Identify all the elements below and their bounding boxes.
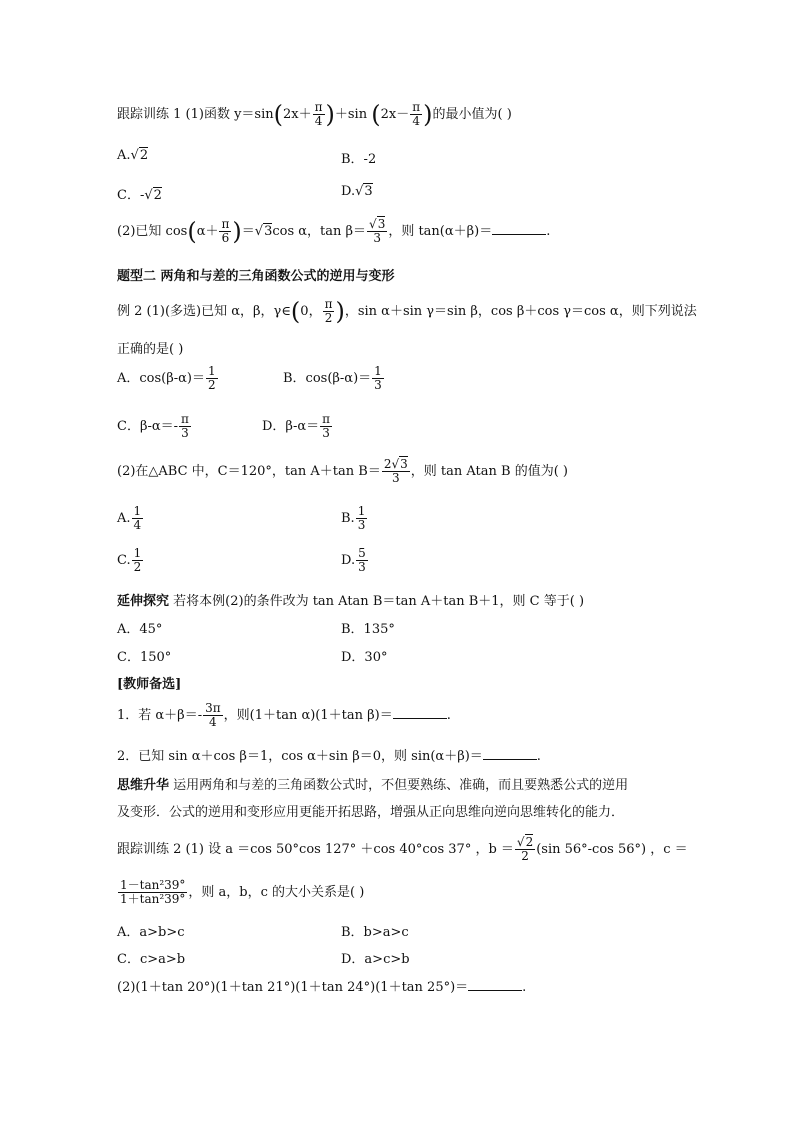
practice2-line2 — [117, 879, 364, 906]
text: D. — [341, 553, 356, 568]
num: 2√3 — [383, 457, 408, 471]
sqrt: 3 — [264, 224, 273, 239]
option-b — [341, 505, 368, 532]
den: 2 — [521, 849, 529, 863]
sqrt: 2 — [153, 188, 162, 203]
den: 4 — [209, 715, 217, 729]
text: 2．已知 sin α＋cos β＝1，cos α＋sin β＝0，则 sin(α＋β)＝ — [117, 749, 483, 764]
text: 2 — [383, 457, 392, 471]
fraction — [323, 298, 335, 325]
text: 的最小值为( ) — [432, 107, 512, 122]
text: A. — [117, 148, 131, 163]
fraction — [179, 413, 191, 440]
paren: ) — [232, 217, 242, 246]
text: C．- — [117, 188, 145, 203]
text: 0， — [300, 304, 322, 319]
fraction — [203, 702, 223, 729]
sqrt: 3 — [377, 217, 386, 231]
option-c: C．-√2 — [117, 188, 162, 203]
option-a: A.√2 — [117, 148, 149, 163]
teacher-q1 — [117, 702, 451, 729]
example2-line2: 正确的是( ) — [117, 342, 184, 357]
answer-blank[interactable] — [483, 747, 537, 760]
num: 1 — [357, 504, 366, 518]
text: ，则(1＋tan α)(1＋tan β)＝ — [223, 708, 393, 723]
text: ，则 tan Atan B 的值为( ) — [410, 464, 568, 479]
fraction — [320, 413, 332, 440]
text: 2x＋ — [283, 107, 312, 122]
text: ，则 tan(α＋β)＝ — [388, 224, 493, 239]
option-b: B．-2 — [341, 152, 377, 167]
num: √3 — [369, 217, 386, 231]
den: 6 — [221, 231, 230, 245]
fraction — [132, 505, 144, 532]
option-d: D.√3 — [341, 184, 373, 199]
sqrt: 3 — [364, 184, 373, 199]
text: cos α，tan β＝ — [272, 224, 367, 239]
section-heading: 题型二 两角和与差的三角函数公式的逆用与变形 — [117, 269, 395, 284]
answer-blank[interactable] — [393, 706, 447, 719]
paren: ) — [423, 100, 433, 129]
fraction — [372, 365, 384, 392]
fraction — [356, 547, 368, 574]
teacher-heading: [教师备选] — [117, 677, 182, 692]
paren: ) — [325, 100, 335, 129]
fraction — [367, 218, 387, 245]
text: A. — [117, 511, 131, 526]
option-b: B．b>a>c — [341, 925, 409, 940]
num: π — [181, 412, 189, 426]
sqrt: 2 — [525, 835, 534, 849]
summary-title: 思维升华 — [117, 778, 170, 793]
fraction — [118, 879, 187, 906]
den: 3 — [373, 231, 381, 245]
num: π — [322, 412, 331, 426]
option-b — [283, 365, 385, 392]
num: √2 — [516, 835, 534, 849]
answer-blank[interactable] — [492, 222, 546, 235]
option-a: A．45° — [117, 622, 163, 637]
option-b: B．135° — [341, 622, 395, 637]
practice1-question — [117, 101, 512, 128]
practice1-part2: (2)已知 cos(α＋ $\frac{\pi}{6}$ )＝√3cos α，tan β＝ $\frac{√3}{3}$ ，则 tan(α＋β)＝ . — [117, 217, 551, 246]
paren: ( — [273, 100, 284, 129]
option-c — [117, 547, 144, 574]
option-c: C．c>a>b — [117, 952, 186, 967]
summary-line2: 及变形．公式的逆用和变形应用更能开拓思路，增强从正向思维向逆向思维转化的能力． — [117, 805, 625, 820]
num: π — [412, 100, 421, 114]
text: B. — [341, 511, 355, 526]
den: 4 — [314, 114, 323, 128]
text: ，sin α＋sin γ＝sin β，cos β＋cos γ＝cos α，则下列说法 — [344, 304, 697, 319]
den: 3 — [358, 560, 366, 574]
text: 跟踪训练 1 (1)函数 y＝sin — [117, 107, 274, 122]
practice2-part2 — [117, 976, 526, 995]
text: ＋sin — [334, 107, 368, 122]
example2-question — [117, 298, 697, 325]
den: 1＋tan²39° — [120, 892, 186, 906]
example2-part2 — [117, 458, 568, 485]
text: . — [522, 980, 527, 995]
fraction — [356, 505, 368, 532]
option-d — [262, 413, 333, 440]
practice2-question — [117, 836, 688, 863]
num: 1 — [133, 546, 142, 560]
num: 1 — [208, 364, 216, 378]
den: 3 — [322, 426, 330, 440]
num: 3π — [205, 701, 221, 715]
text: B．cos(β-α)＝ — [283, 371, 372, 386]
option-d — [341, 547, 369, 574]
num: 1 — [374, 364, 382, 378]
fraction — [313, 101, 325, 128]
text: ，则 a，b，c 的大小关系是( ) — [188, 885, 365, 900]
num: π — [324, 297, 333, 311]
extension-title: 延伸探究 — [117, 594, 170, 609]
den: 2 — [324, 311, 333, 325]
text: C．β-α＝- — [117, 419, 179, 434]
text: 1．若 α＋β＝- — [117, 708, 203, 723]
den: 2 — [133, 560, 142, 574]
den: 3 — [357, 518, 366, 532]
fraction — [410, 101, 422, 128]
num: 5 — [358, 546, 366, 560]
text: C. — [117, 553, 131, 568]
teacher-q2 — [117, 745, 541, 764]
num: π — [314, 100, 323, 114]
text: α＋ — [196, 224, 219, 239]
den: 3 — [181, 426, 189, 440]
text: (2)已知 cos — [117, 224, 188, 239]
text: . — [546, 224, 551, 239]
sqrt: 2 — [139, 148, 149, 163]
den: 4 — [412, 114, 420, 128]
text: D．β-α＝ — [262, 419, 320, 434]
answer-blank[interactable] — [468, 978, 522, 991]
option-a: A．a>b>c — [117, 925, 185, 940]
text: 例 2 (1)(多选)已知 α，β，γ∈ — [117, 304, 291, 319]
den: 4 — [133, 518, 142, 532]
paren: ( — [187, 217, 197, 246]
paren: ( — [371, 100, 381, 129]
option-a — [117, 505, 144, 532]
text: 若将本例(2)的条件改为 tan Atan B＝tan A＋tan B＋1，则 C 等于( ) — [169, 594, 585, 609]
den: 3 — [374, 378, 382, 392]
extension-question — [117, 590, 584, 609]
fraction — [515, 836, 535, 863]
text: 跟踪训练 2 (1) 设 a ＝cos 50°cos 127° ＋cos 40°cos 37° ，b ＝ — [117, 842, 514, 857]
text: (2)在△ABC 中，C＝120°，tan A＋tan B＝ — [117, 464, 381, 479]
num: 1 — [133, 504, 142, 518]
paren: ( — [290, 297, 301, 326]
text: . — [446, 708, 451, 723]
text: ＝ — [241, 224, 255, 239]
fraction — [219, 218, 231, 245]
text: 2x－ — [380, 107, 410, 122]
sqrt: 3 — [400, 457, 408, 471]
num: 1－tan²39° — [120, 878, 186, 892]
option-d: D．a>c>b — [341, 952, 410, 967]
fraction — [206, 365, 218, 392]
text: (sin 56°-cos 56°) ，c ＝ — [536, 842, 688, 857]
paren: ) — [335, 297, 345, 326]
text: (2)(1＋tan 20°)(1＋tan 21°)(1＋tan 24°)(1＋tan 25°)＝ — [117, 980, 469, 995]
den: 2 — [208, 378, 216, 392]
num: π — [221, 217, 230, 231]
option-c — [117, 413, 192, 440]
text: D. — [341, 184, 356, 199]
text: A．cos(β-α)＝ — [117, 371, 205, 386]
option-c: C．150° — [117, 650, 172, 665]
fraction — [382, 458, 410, 485]
fraction — [132, 547, 144, 574]
text: . — [536, 749, 541, 764]
option-d: D．30° — [341, 650, 388, 665]
summary-line1 — [117, 774, 628, 793]
den: 3 — [391, 471, 400, 485]
option-a — [117, 365, 219, 392]
text: 运用两角和与差的三角函数公式时，不但要熟练、准确，而且要熟悉公式的逆用 — [169, 778, 629, 793]
